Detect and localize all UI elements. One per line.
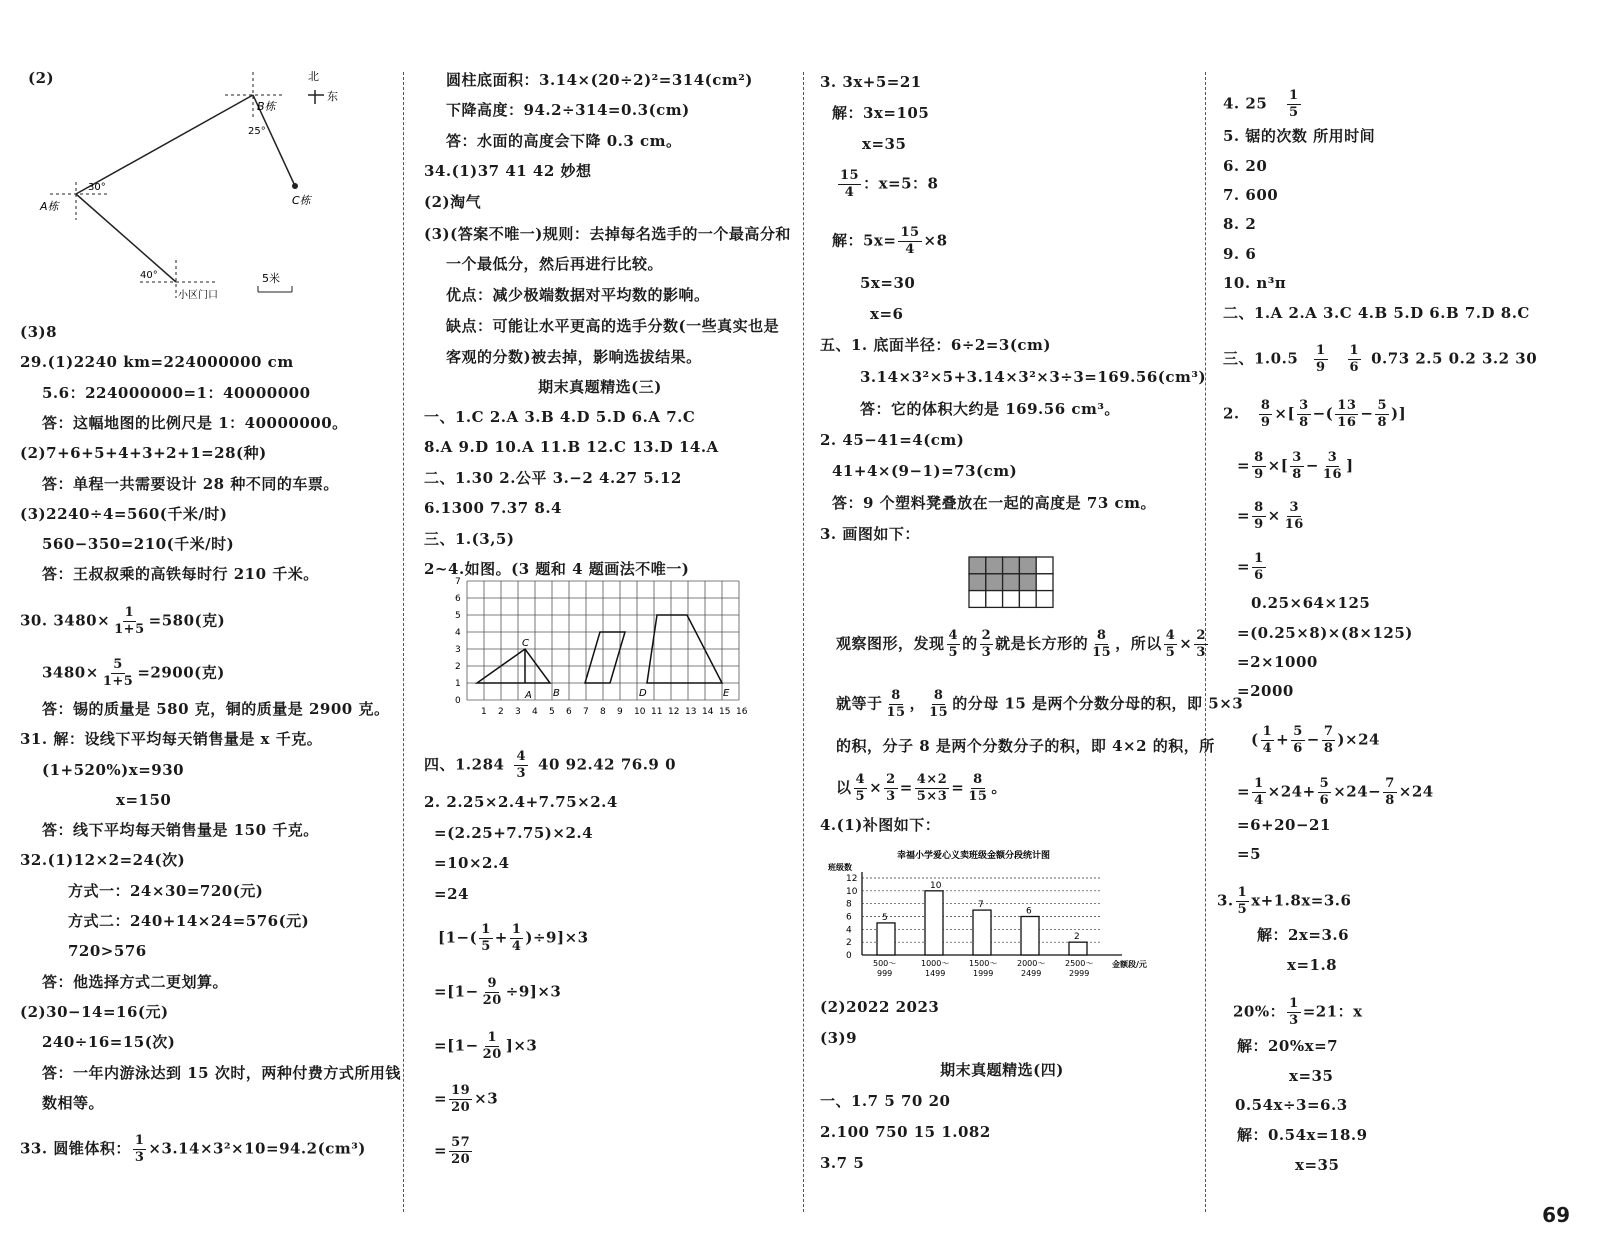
grid-x-tick: 6 — [566, 707, 572, 717]
point-label-b: B — [553, 688, 560, 699]
text-line: 720>576 — [68, 942, 147, 960]
chart-x-tick: 500～ — [873, 959, 897, 968]
text-line: 方式二：240+14×24=576(元) — [68, 912, 310, 930]
angle-a-label: 30° — [88, 182, 106, 193]
text-line: 解：5x= $\frac{15}{4}$ ×8 — [832, 225, 948, 257]
grid-y-tick: 6 — [455, 594, 461, 604]
map-diagram — [40, 60, 360, 310]
fraction: $\frac{8}{15}$ — [929, 688, 949, 720]
text-line: (3)(答案不唯一)规则：去掉每名选手的一个最高分和 — [424, 225, 791, 243]
text-line: 240÷16=15(次) — [42, 1033, 176, 1051]
empty-cell — [1036, 591, 1053, 608]
text-line: =24 — [434, 885, 469, 903]
grid-x-tick: 7 — [583, 707, 589, 717]
chart-x-tick: 999 — [877, 969, 893, 978]
chart-y-tick: 10 — [846, 886, 858, 897]
column-2 — [410, 0, 800, 1200]
math-expression: = $\frac{1}{4}$ ×24+ $\frac{5}{6}$ ×24− $\frac{7}{8}$ ×24 — [1237, 776, 1434, 808]
text-line: 41+4×(9−1)=73(cm) — [832, 462, 1018, 480]
grid-x-tick: 14 — [702, 707, 714, 717]
math-expression: ( $\frac{1}{4}$ + $\frac{5}{6}$ − $\frac{7}{8}$ )×24 — [1251, 724, 1380, 756]
text-line: =(0.25×8)×(8×125) — [1237, 624, 1413, 642]
north-label: 北 — [308, 70, 319, 83]
text-line: =(2.25+7.75)×2.4 — [434, 824, 594, 842]
chart-bar — [1021, 917, 1039, 956]
rectangle-diagram — [967, 555, 1057, 611]
text-line: 答：锡的质量是 580 克，铜的质量是 2900 克。 — [42, 700, 390, 718]
chart-data-label: 6 — [1026, 906, 1032, 917]
text-line: 4. 25 $\frac{1}{5}$ — [1223, 88, 1299, 120]
fraction: $\frac{15}{4}$ — [840, 168, 860, 200]
chart-bar — [925, 891, 943, 955]
bar-chart — [822, 840, 1192, 990]
text-line: 答：9 个塑料凳叠放在一起的高度是 73 cm。 — [832, 494, 1156, 512]
text-line: 解：2x=3.6 — [1257, 926, 1350, 944]
text-line: 答：它的体积大约是 169.56 cm³。 — [860, 400, 1120, 418]
column-divider — [803, 72, 804, 1212]
text-line: =2×1000 — [1237, 653, 1318, 671]
text-line: 以 $\frac{4}{5}$ × $\frac{2}{3}$ = $\frac{4\times 2}{5\times 3}$ = $\frac{8}{15}$ 。 — [836, 772, 1007, 804]
grid-x-tick: 10 — [634, 707, 646, 717]
fraction: $\frac{1}{4}$ — [511, 922, 522, 954]
text-line: 一个最低分，然后再进行比较。 — [446, 255, 664, 273]
chart-y-tick: 6 — [846, 912, 852, 923]
text-line: =2000 — [1237, 682, 1294, 700]
text-line: 观察图形，发现 $\frac{4}{5}$ 的 $\frac{2}{3}$ 就是长方形的 $\frac{8}{15}$ ，所以 $\frac{4}{5}$ × $\frac{2}{3}$ — [836, 628, 1206, 660]
text-line: 三、1.0.5 $\frac{1}{9}$ $\frac{1}{6}$ 0.73 2.5 0.2 3.2 30 — [1223, 343, 1538, 375]
fraction: $\frac{8}{9}$ — [1254, 450, 1264, 482]
fraction: $\frac{15}{4}$ — [900, 225, 920, 257]
grid-x-tick: 5 — [549, 707, 555, 717]
math-expression: = $\frac{57}{20}$ — [434, 1135, 471, 1167]
text-line: (3)8 — [20, 323, 58, 341]
grid-y-tick: 0 — [455, 696, 461, 706]
text-line: 答：王叔叔乘的高铁每时行 210 千米。 — [42, 565, 319, 583]
east-label: 东 — [327, 90, 338, 103]
fraction: $\frac{1}{5}$ — [1237, 885, 1248, 917]
text-line: 0.54x÷3=6.3 — [1235, 1096, 1348, 1114]
text-line: 答：线下平均每天销售量是 150 千克。 — [42, 821, 319, 839]
text-line: (3)9 — [820, 1029, 858, 1047]
column-1 — [0, 0, 400, 1200]
grid-x-tick: 4 — [532, 707, 538, 717]
text-line: 5.6：224000000=1：40000000 — [42, 384, 311, 402]
text-line: 3.7 5 — [820, 1154, 865, 1172]
fraction: $\frac{4}{5}$ — [1165, 628, 1176, 660]
fraction: $\frac{57}{20}$ — [451, 1135, 471, 1167]
chart-data-label: 5 — [882, 912, 888, 923]
text-line: x=150 — [116, 791, 172, 809]
fraction: $\frac{9}{20}$ — [482, 976, 502, 1008]
text-line: 3. 3x+5=21 — [820, 73, 922, 91]
text-line: 9. 6 — [1223, 245, 1257, 263]
text-line: 2. 2.25×2.4+7.75×2.4 — [424, 793, 618, 811]
text-line: 二、1.30 2.公平 3.−2 4.27 5.12 — [424, 469, 682, 487]
a-building-label: A栋 — [40, 200, 59, 213]
point-label-c: C — [522, 638, 529, 649]
chart-x-tick: 1000～ — [921, 959, 950, 968]
text-line: 2. 45−41=4(cm) — [820, 431, 965, 449]
chart-bar — [877, 923, 895, 955]
fraction: $\frac{1}{1+5}$ — [114, 605, 145, 637]
text-line: 29.(1)2240 km=224000000 cm — [20, 353, 294, 371]
fraction: $\frac{1}{4}$ — [1254, 776, 1264, 808]
fraction: $\frac{1}{3}$ — [134, 1133, 145, 1165]
math-expression: = $\frac{8}{9}$ × $\frac{3}{16}$ — [1237, 500, 1304, 532]
empty-cell — [969, 591, 986, 608]
column-divider — [403, 72, 404, 1212]
fraction: $\frac{13}{16}$ — [1337, 398, 1357, 430]
fraction: $\frac{2}{3}$ — [1196, 628, 1206, 660]
chart-y-tick: 8 — [846, 899, 852, 910]
text-line: 2.100 750 15 1.082 — [820, 1123, 991, 1141]
column-4 — [1215, 0, 1600, 1200]
grid-x-tick: 16 — [736, 707, 748, 717]
text-line: 30. 3480× $\frac{1}{1+5}$ =580(克) — [20, 605, 226, 637]
text-line: 五、1. 底面半径：6÷2=3(cm) — [820, 336, 1052, 354]
fraction: $\frac{1}{5}$ — [481, 922, 491, 954]
c-building-label: C栋 — [292, 194, 311, 207]
text-line: 圆柱底面积：3.14×(20÷2)²=314(cm²) — [446, 71, 753, 89]
angle-b-label: 25° — [248, 126, 266, 137]
grid-x-tick: 11 — [651, 707, 663, 717]
fraction: $\frac{5}{8}$ — [1377, 398, 1387, 430]
grid-y-tick: 3 — [455, 645, 461, 655]
empty-cell — [1036, 557, 1053, 574]
grid-diagram — [450, 577, 750, 735]
chart-title: 幸福小学爱心义卖班级金额分段统计图 — [897, 851, 1051, 861]
text-line: 解：0.54x=18.9 — [1237, 1126, 1368, 1144]
text-line: $\frac{15}{4}$ ：x=5：8 — [840, 168, 939, 200]
shaded-cell — [986, 574, 1003, 591]
text-line: 一、1.C 2.A 3.B 4.D 5.D 6.A 7.C — [424, 408, 696, 426]
text-line: 缺点：可能让水平更高的选手分数(一些真实也是 — [446, 317, 780, 335]
text-line: 32.(1)12×2=24(次) — [20, 851, 186, 869]
shaded-cell — [1019, 557, 1036, 574]
text-line: 答：他选择方式二更划算。 — [42, 973, 229, 991]
math-expression: 20%： $\frac{1}{3}$ =21：x — [1233, 996, 1363, 1028]
text-line: x=1.8 — [1287, 956, 1338, 974]
text-line: 31. 解：设线下平均每天销售量是 x 千克。 — [20, 730, 323, 748]
text-line: 6. 20 — [1223, 157, 1268, 175]
fraction: $\frac{8}{15}$ — [968, 772, 988, 804]
chart-y-tick: 0 — [846, 951, 852, 961]
text-line: x=35 — [862, 135, 907, 153]
text-line: 4.(1)补图如下： — [820, 816, 941, 834]
fraction: $\frac{1}{6}$ — [1254, 551, 1264, 583]
text-line: 2~4.如图。(3 题和 4 题画法不唯一) — [424, 560, 690, 578]
fraction: $\frac{5}{1+5}$ — [102, 657, 134, 689]
text-line: 解：3x=105 — [832, 104, 930, 122]
text-line: 三、1.(3,5) — [424, 530, 515, 548]
text-line: x=35 — [1295, 1156, 1340, 1174]
chart-data-label: 7 — [978, 900, 984, 911]
math-expression: = $\frac{1}{6}$ — [1237, 551, 1264, 583]
chart-ylabel: 班级数 — [828, 863, 852, 872]
text-line: 8. 2 — [1223, 215, 1257, 233]
chart-y-tick: 4 — [846, 925, 852, 936]
grid-y-tick: 7 — [455, 577, 461, 587]
grid-y-tick: 4 — [455, 628, 461, 638]
fraction: $\frac{1}{5}$ — [1289, 88, 1299, 120]
grid-x-tick: 9 — [617, 707, 623, 717]
text-line: (2)淘气 — [424, 193, 482, 211]
shaded-cell — [969, 574, 986, 591]
text-line: (3)2240÷4=560(千米/时) — [20, 505, 228, 523]
grid-y-tick: 5 — [455, 611, 461, 621]
angle-gate-label: 40° — [140, 270, 158, 281]
text-line: (1+520%)x=930 — [42, 761, 185, 779]
text-line: (2)30−14=16(元) — [20, 1003, 169, 1021]
fraction: $\frac{4}{5}$ — [948, 628, 959, 660]
text-line: 34.(1)37 41 42 妙想 — [424, 162, 592, 180]
fraction: $\frac{8}{9}$ — [1254, 500, 1264, 532]
chart-y-tick: 12 — [846, 874, 858, 884]
text-line: 560−350=210(千米/时) — [42, 535, 235, 553]
fraction: $\frac{1}{3}$ — [1289, 996, 1299, 1028]
text-line: 答：这幅地图的比例尺是 1：40000000。 — [42, 414, 348, 432]
fraction: $\frac{3}{16}$ — [1322, 450, 1343, 482]
chart-x-tick: 2500～ — [1065, 959, 1094, 968]
fraction: $\frac{4}{3}$ — [516, 749, 527, 781]
fraction: $\frac{1}{4}$ — [1262, 724, 1273, 756]
text-line: 8.A 9.D 10.A 11.B 12.C 13.D 14.A — [424, 438, 719, 456]
point-label-d: D — [639, 688, 647, 699]
text-line: 二、1.A 2.A 3.C 4.B 5.D 6.B 7.D 8.C — [1223, 304, 1530, 322]
text-line: 客观的分数)被去掉，影响选拔结果。 — [446, 348, 702, 366]
fraction: $\frac{4}{5}$ — [855, 772, 866, 804]
text-line: =10×2.4 — [434, 854, 510, 872]
fraction: $\frac{8}{15}$ — [1092, 628, 1112, 660]
text-line: 5. 锯的次数 所用时间 — [1223, 127, 1376, 145]
section-title: 期末真题精选(三) — [538, 378, 662, 396]
fraction: $\frac{7}{8}$ — [1385, 776, 1395, 808]
fraction: $\frac{7}{8}$ — [1323, 724, 1334, 756]
text-line: 四、1.284 $\frac{4}{3}$ 40 92.42 76.9 0 — [424, 749, 677, 781]
fraction: $\frac{8}{9}$ — [1260, 398, 1271, 430]
text-line: 的积，分子 8 是两个分数分子的积，即 4×2 的积，所 — [836, 737, 1215, 755]
empty-cell — [1036, 574, 1053, 591]
point-label-a: A — [525, 690, 532, 701]
text-line: 3. 画图如下： — [820, 525, 920, 543]
gate-label: 小区门口 — [178, 290, 218, 301]
fraction: $\frac{5}{6}$ — [1293, 724, 1303, 756]
empty-cell — [986, 591, 1003, 608]
shaded-cell — [1003, 574, 1020, 591]
text-line: 5x=30 — [860, 274, 916, 292]
fraction: $\frac{8}{15}$ — [886, 688, 906, 720]
text-line: 答：一年内游泳达到 15 次时，两种付费方式所用钱 — [42, 1064, 401, 1082]
parallelogram-shape — [585, 632, 625, 683]
shaded-cell — [1003, 557, 1020, 574]
chart-x-tick: 2499 — [1021, 969, 1042, 978]
text-line: 答：单程一共需要设计 28 种不同的车票。 — [42, 475, 339, 493]
fraction: $\frac{5}{6}$ — [1319, 776, 1330, 808]
grid-y-tick: 1 — [455, 679, 461, 689]
text-line: 6.1300 7.37 8.4 — [424, 499, 562, 517]
fraction: $\frac{2}{3}$ — [886, 772, 896, 804]
grid-x-tick: 8 — [600, 707, 606, 717]
math-expression: 2. $\frac{8}{9}$ ×[ $\frac{3}{8}$ −( $\frac{13}{16}$ − $\frac{5}{8}$ )] — [1223, 398, 1407, 430]
text-line: 解：20%x=7 — [1237, 1037, 1339, 1055]
fraction: $\frac{3}{8}$ — [1292, 450, 1302, 482]
fraction: $\frac{4\times 2}{5\times 3}$ — [916, 772, 948, 804]
b-building-label: B栋 — [257, 100, 276, 113]
text-line: 0.25×64×125 — [1251, 594, 1371, 612]
chart-x-tick: 1500～ — [969, 959, 998, 968]
text-line: (2)7+6+5+4+3+2+1=28(种) — [20, 444, 267, 462]
text-line: (2) — [28, 69, 55, 87]
fraction: $\frac{3}{8}$ — [1299, 398, 1309, 430]
empty-cell — [1003, 591, 1020, 608]
shaded-cell — [1019, 574, 1036, 591]
fraction: $\frac{1}{20}$ — [482, 1030, 502, 1062]
fraction: $\frac{19}{20}$ — [451, 1083, 471, 1115]
text-line: 优点：减少极端数据对平均数的影响。 — [446, 286, 710, 304]
math-expression: =[1− $\frac{9}{20}$ ÷9]×3 — [434, 976, 562, 1008]
math-expression: 3. $\frac{1}{5}$ x+1.8x=3.6 — [1217, 885, 1352, 917]
fraction: $\frac{2}{3}$ — [981, 628, 992, 660]
text-line: =6+20−21 — [1237, 816, 1331, 834]
text-line: 数相等。 — [42, 1094, 105, 1112]
text-line: 3480× $\frac{5}{1+5}$ =2900(克) — [42, 657, 225, 689]
text-line: (2)2022 2023 — [820, 998, 940, 1016]
text-line: 7. 600 — [1223, 186, 1279, 204]
grid-x-tick: 12 — [668, 707, 680, 717]
text-line: 33. 圆锥体积： $\frac{1}{3}$ ×3.14×3²×10=94.2(cm³) — [20, 1133, 366, 1165]
grid-x-tick: 2 — [498, 707, 504, 717]
shaded-cell — [986, 557, 1003, 574]
chart-data-label: 2 — [1074, 932, 1080, 943]
math-expression: = $\frac{19}{20}$ ×3 — [434, 1083, 499, 1115]
chart-x-tick: 1999 — [973, 969, 994, 978]
fraction: $\frac{1}{6}$ — [1349, 343, 1360, 375]
grid-x-tick: 1 — [481, 707, 487, 717]
text-line: 10. n³π — [1223, 274, 1287, 292]
grid-x-tick: 13 — [685, 707, 697, 717]
shaded-cell — [969, 557, 986, 574]
scale-label: 5米 — [262, 272, 280, 285]
math-expression: [1−( $\frac{1}{5}$ + $\frac{1}{4}$ )÷9]×3 — [438, 922, 589, 954]
math-expression: =[1− $\frac{1}{20}$ ]×3 — [434, 1030, 538, 1062]
chart-x-tick: 1499 — [925, 969, 946, 978]
fraction: $\frac{1}{9}$ — [1316, 343, 1326, 375]
fraction: $\frac{3}{16}$ — [1284, 500, 1304, 532]
text-line: =5 — [1237, 845, 1262, 863]
empty-cell — [1019, 591, 1036, 608]
section-title: 期末真题精选(四) — [940, 1061, 1064, 1079]
chart-x-tick: 2999 — [1069, 969, 1090, 978]
grid-x-tick: 3 — [515, 707, 521, 717]
text-line: x=35 — [1289, 1067, 1334, 1085]
text-line: 答：水面的高度会下降 0.3 cm。 — [446, 132, 682, 150]
text-line: 方式一：24×30=720(元) — [68, 882, 264, 900]
chart-x-tick: 2000～ — [1017, 959, 1046, 968]
text-line: 就等于 $\frac{8}{15}$ ， $\frac{8}{15}$ 的分母 15 是两个分数分母的积，即 5×3 — [836, 688, 1244, 720]
chart-y-tick: 2 — [846, 938, 852, 949]
chart-xlabel: 金额段/元 — [1112, 960, 1147, 969]
text-line: x=6 — [870, 305, 904, 323]
text-line: 下降高度：94.2÷314=0.3(cm) — [446, 101, 690, 119]
math-expression: = $\frac{8}{9}$ ×[ $\frac{3}{8}$ − $\frac{3}{16}$ ] — [1237, 450, 1354, 482]
text-line: 3.14×3²×5+3.14×3²×3÷3=169.56(cm³) — [860, 368, 1207, 386]
grid-y-tick: 2 — [455, 662, 461, 672]
grid-x-tick: 15 — [719, 707, 731, 717]
chart-bar — [973, 910, 991, 955]
text-line: 一、1.7 5 70 20 — [820, 1092, 951, 1110]
page-number: 69 — [1542, 1203, 1570, 1227]
chart-bar — [1069, 942, 1087, 955]
chart-data-label: 10 — [930, 880, 942, 891]
point-label-e: E — [723, 688, 730, 699]
